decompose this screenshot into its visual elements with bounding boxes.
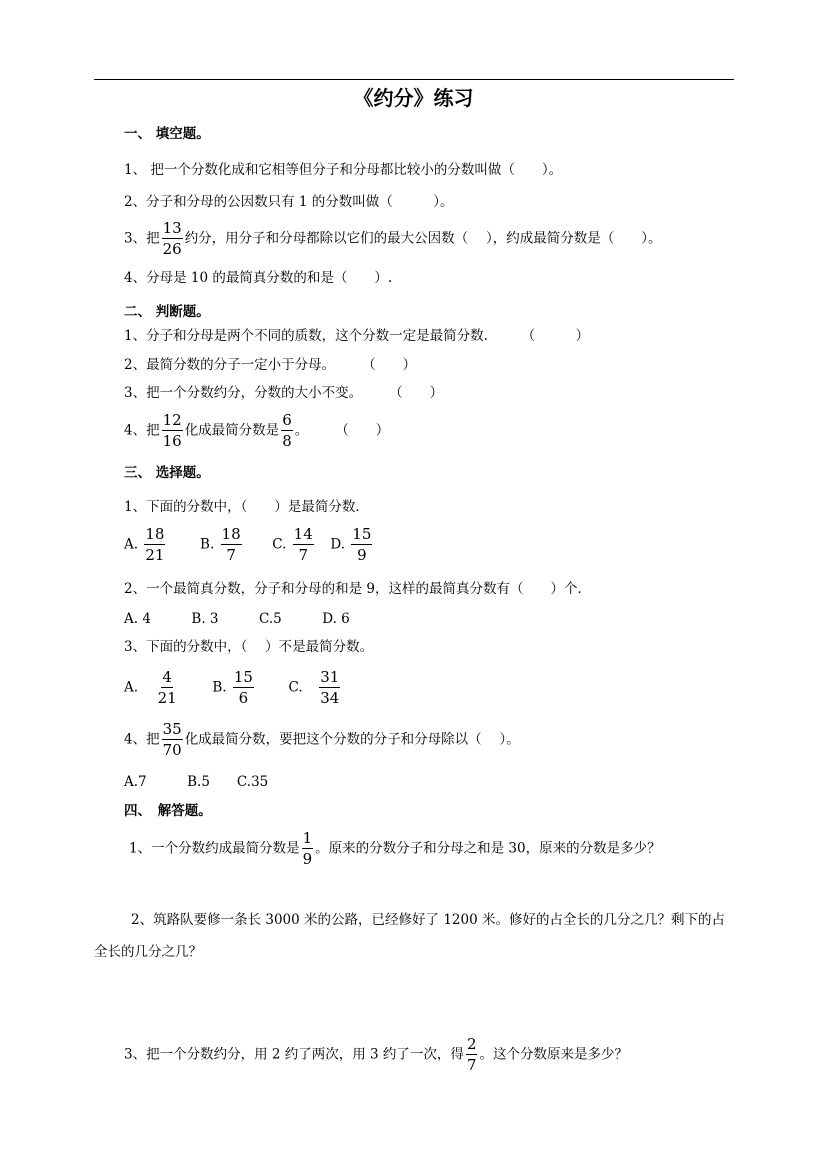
s2-question-2: 2、最简分数的分子一定小于分母。 （ ） [124,357,417,373]
option-b-label: B. [212,679,227,696]
section-4-heading: 四、 解答题。 [124,803,212,819]
fraction-numerator: 12 [162,411,182,429]
s1-question-1: 1、 把一个分数化成和它相等但分子和分母都比较小的分数叫做（ ）。 [124,162,563,178]
s2-question-1: 1、分子和分母是两个不同的质数，这个分数一定是最简分数. （ ） [124,328,590,344]
s3-question-3: 3、下面的分数中，（ ）不是最简分数。 [124,639,374,655]
s3-question-4 [124,720,520,759]
fraction-2-7 [466,1035,478,1074]
section-2-heading: 二、 判断题。 [124,304,210,320]
s1-question-2: 2、分子和分母的公因数只有 1 的分数叫做（ ）。 [124,194,454,210]
fraction-35-70 [162,720,183,759]
fraction-denominator: 16 [162,432,182,450]
fraction-denominator: 6 [238,689,249,707]
fraction-numerator: 4 [162,668,172,686]
fraction-denominator: 26 [162,240,182,258]
fraction-1-9 [302,829,314,868]
fraction-numerator: 35 [162,720,182,738]
s4-question-2: 2、筑路队要修一条长 3000 米的公路，已经修好了 1200 米。修好的占全长的几分之几？剩下的占全长的几分之几？ [94,912,725,960]
fraction-denominator: 7 [466,1056,477,1074]
fraction-denominator: 21 [145,546,165,564]
fraction-numerator: 1 [302,829,313,847]
fraction-6-8 [281,411,293,450]
fraction-numerator: 2 [466,1035,477,1053]
fraction-denominator: 34 [320,689,340,707]
q3-suffix: 约分，用分子和分母都除以它们的最大公因数（ ），约成最简分数是（ ）。 [184,230,662,247]
section-1-heading: 一、 填空题。 [124,126,210,142]
option-c-fraction [319,668,340,707]
q4-prefix: 4、把 [124,422,160,439]
fraction-denominator: 70 [162,741,182,759]
option-a-fraction [144,525,165,564]
option-c-label: C. [288,679,303,696]
fraction-12-16 [162,411,183,450]
s2-question-3: 3、把一个分数约分，分数的大小不变。 （ ） [124,385,444,401]
fraction-numerator: 31 [320,668,340,686]
fraction-denominator: 9 [302,850,313,868]
q4-prefix: 4、把 [124,731,160,748]
option-c-label: C. [272,536,287,553]
s3-question-2: 2、一个最简真分数，分子和分母的和是 9，这样的最简真分数有（ ）个． [124,581,591,597]
fraction-numerator: 15 [352,525,372,543]
q1-prefix: 1、一个分数约成最简分数是 [129,840,300,857]
option-a-fraction [157,668,178,707]
fraction-denominator: 21 [157,689,177,707]
q1-suffix: 。原来的分数分子和分母之和是 30，原来的分数是多少？ [315,840,661,857]
fraction-denominator: 7 [298,546,308,564]
q4-middle: 化成最简分数是 [184,422,280,439]
s2-question-4 [124,411,389,450]
option-d-fraction [351,525,372,564]
fraction-numerator: 6 [282,411,292,429]
s4-question-1 [129,829,661,868]
option-c-fraction [293,525,314,564]
q3-prefix: 3、把 [124,230,160,247]
option-a-label: A. [124,536,139,553]
q4-suffix: 化成最简分数，要把这个分数的分子和分母除以（ ）。 [184,731,520,748]
fraction-numerator: 14 [293,525,313,543]
s3-question-4-options: A.7 B.5 C.35 [124,774,269,790]
s4-question-3 [124,1035,628,1074]
s1-question-3 [124,219,661,258]
header-rule [94,79,734,80]
fraction-13-26 [162,219,183,258]
fraction-numerator: 15 [233,668,253,686]
s3-question-1-options [124,525,374,564]
s1-question-4: 4、分母是 10 的最简真分数的和是（ ）. [124,270,393,286]
option-b-label: B. [200,536,215,553]
s3-question-3-options [124,668,342,707]
page-title: 《约分》练习 [353,86,474,110]
s3-question-1: 1、下面的分数中，（ ）是最简分数． [124,499,369,515]
fraction-numerator: 18 [145,525,165,543]
q3-suffix: 。这个分数原来是多少？ [479,1046,628,1063]
q4-suffix: 。 （ ） [294,422,390,439]
option-b-fraction [221,525,242,564]
fraction-denominator: 8 [282,432,292,450]
option-d-label: D. [330,536,345,553]
fraction-numerator: 13 [162,219,182,237]
fraction-denominator: 7 [226,546,236,564]
option-a-label: A. [124,679,139,696]
q3-prefix: 3、把一个分数约分，用 2 约了两次，用 3 约了一次，得 [124,1046,464,1063]
s3-question-2-options: A. 4 B. 3 C.5 D. 6 [124,611,350,627]
option-b-fraction [233,668,254,707]
fraction-numerator: 18 [221,525,241,543]
fraction-denominator: 9 [357,546,367,564]
section-3-heading: 三、 选择题。 [124,465,210,481]
